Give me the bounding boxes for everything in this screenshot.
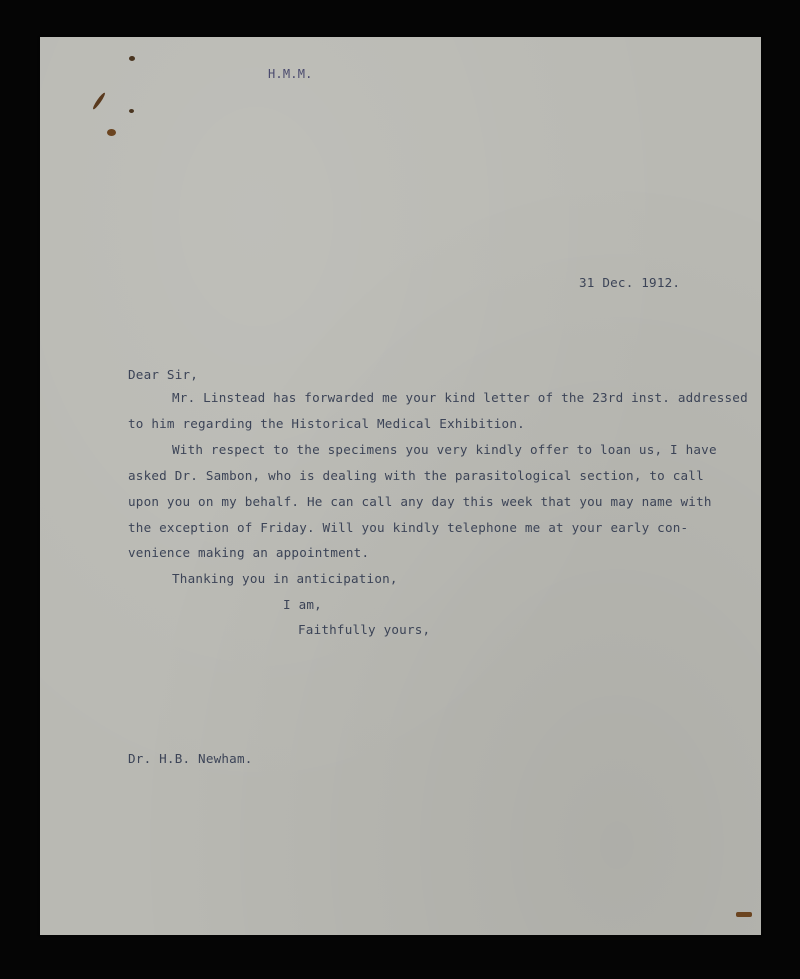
rust-stain [92, 92, 107, 111]
body-line: upon you on my behalf. He can call any day this week that you may name with [128, 494, 712, 509]
author-initials: H.M.M. [268, 67, 313, 81]
salutation: Dear Sir, [128, 367, 199, 382]
letter-sheet [40, 37, 761, 935]
rust-stain [736, 912, 752, 917]
body-line: venience making an appointment. [128, 545, 370, 560]
rust-stain [107, 129, 116, 136]
body-line: to him regarding the Historical Medical Exhibition. [128, 416, 525, 431]
rust-stain [129, 56, 135, 61]
signature-line: Faithfully yours, [298, 622, 431, 637]
body-line: Thanking you in anticipation, [172, 571, 398, 586]
body-line: the exception of Friday. Will you kindly telephone me at your early con- [128, 520, 689, 535]
body-line: Mr. Linstead has forwarded me your kind letter of the 23rd inst. addressed [172, 390, 748, 405]
closing-line: I am, [283, 597, 322, 612]
body-line: asked Dr. Sambon, who is dealing with the parasitological section, to call [128, 468, 704, 483]
rust-stain [129, 109, 134, 113]
body-line: With respect to the specimens you very kindly offer to loan us, I have [172, 442, 717, 457]
recipient-name: Dr. H.B. Newham. [128, 751, 253, 766]
letter-date: 31 Dec. 1912. [579, 275, 681, 290]
